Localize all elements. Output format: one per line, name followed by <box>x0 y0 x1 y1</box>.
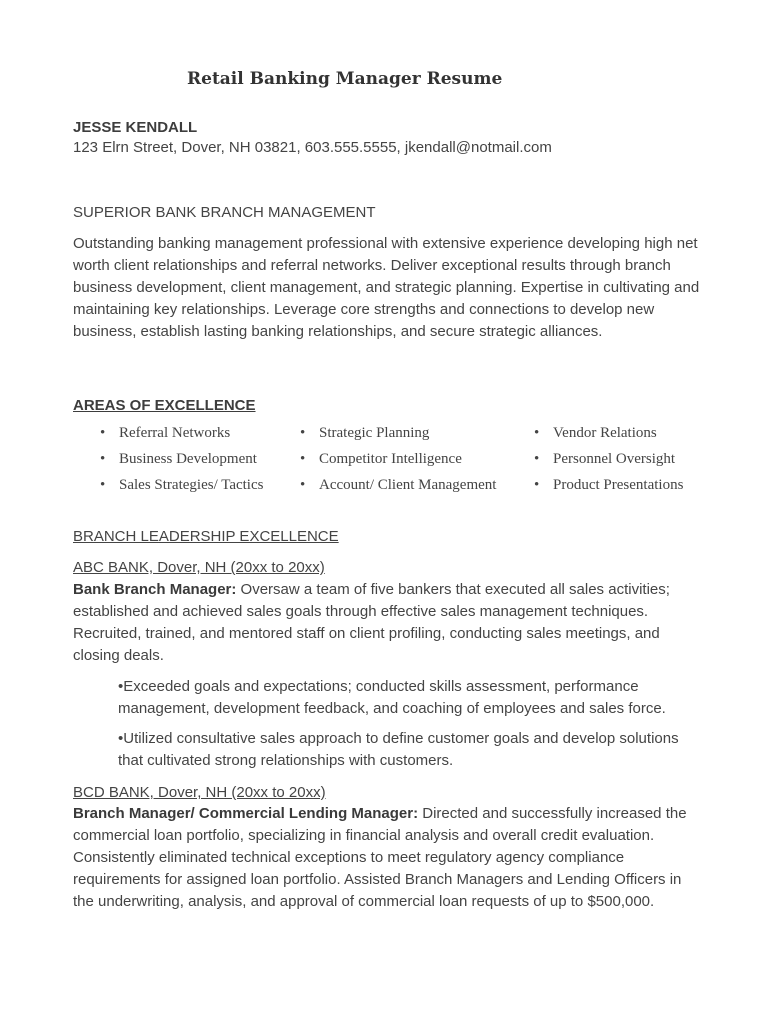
skill-item: • Sales Strategies/ Tactics <box>100 477 264 493</box>
job-2-description: Branch Manager/ Commercial Lending Manager: Directed and successfully increased the commercial loan portfolio, specializing in financial analysis and overall credit evaluation. Consistently eliminated technical exceptions to meet regulatory agency compliance requirements for assigned loan portfolio. Assisted Branch Managers and Lending Officers in the underwriting, analysis, and approval of commercial loan requests of up to $500,000. <box>73 805 687 910</box>
contact-info: 123 Elrn Street, Dover, NH 03821, 603.555.5555, jkendall@notmail.com <box>73 139 552 156</box>
candidate-name: JESSE KENDALL <box>73 119 198 136</box>
bullet-icon: • <box>534 477 540 493</box>
skills-column-1 <box>100 424 263 502</box>
job-2-heading: BCD BANK, Dover, NH (20xx to 20xx) <box>73 784 326 801</box>
bullet-icon: • <box>300 425 306 441</box>
skill-item: • Vendor Relations <box>534 425 657 441</box>
skill-item: • Account/ Client Management <box>300 477 497 493</box>
headline: SUPERIOR BANK BRANCH MANAGEMENT <box>73 204 376 221</box>
skill-item: • Competitor Intelligence <box>300 451 462 467</box>
skill-item: • Referral Networks <box>100 425 231 441</box>
areas-of-excellence-heading: AREAS OF EXCELLENCE <box>73 397 256 414</box>
document-title: Retail Banking Manager Resume <box>187 69 503 89</box>
bullet-icon: • <box>300 477 306 493</box>
job-1-description: Bank Branch Manager: Oversaw a team of five bankers that executed all sales activities; established and achieved sales goals through effective sales management techniques. Recruited, trained, and mentored staff on client profiling, conducting sales meetings, and closing deals. <box>73 581 670 664</box>
job-1-role: Bank Branch Manager: <box>73 581 237 598</box>
skill-item: • Product Presentations <box>534 477 684 493</box>
job-1-heading: ABC BANK, Dover, NH (20xx to 20xx) <box>73 559 325 576</box>
skill-item: • Strategic Planning <box>300 425 430 441</box>
bullet-icon: • <box>534 425 540 441</box>
job-2-role: Branch Manager/ Commercial Lending Manager: <box>73 805 419 822</box>
skills-column-2 <box>300 424 496 502</box>
bullet-icon: • <box>534 451 540 467</box>
summary-paragraph: Outstanding banking management professional with extensive experience developing high net worth client relationships and referral networks. Deliver exceptional results through branch business development, client management, and strategic planning. Expertise in cultivating and maintaining key relationships. Leverage core strengths and connections to develop new business, establish lasting banking relationships, and secure strategic alliances. <box>73 235 700 340</box>
skill-item: • Personnel Oversight <box>534 451 676 467</box>
bullet-icon: • <box>100 451 106 467</box>
bullet-icon: • <box>100 477 106 493</box>
skill-item: • Business Development <box>100 451 257 467</box>
leadership-heading: BRANCH LEADERSHIP EXCELLENCE <box>73 528 339 545</box>
job-1-bullet: •Utilized consultative sales approach to define customer goals and develop solutions that cultivated strong relationships with customers. <box>118 730 679 769</box>
skills-column-3 <box>534 424 683 502</box>
job-1-bullet: •Exceeded goals and expectations; conducted skills assessment, performance management, development feedback, and coaching of employees and sales force. <box>118 678 666 717</box>
bullet-icon: • <box>100 425 106 441</box>
bullet-icon: • <box>300 451 306 467</box>
